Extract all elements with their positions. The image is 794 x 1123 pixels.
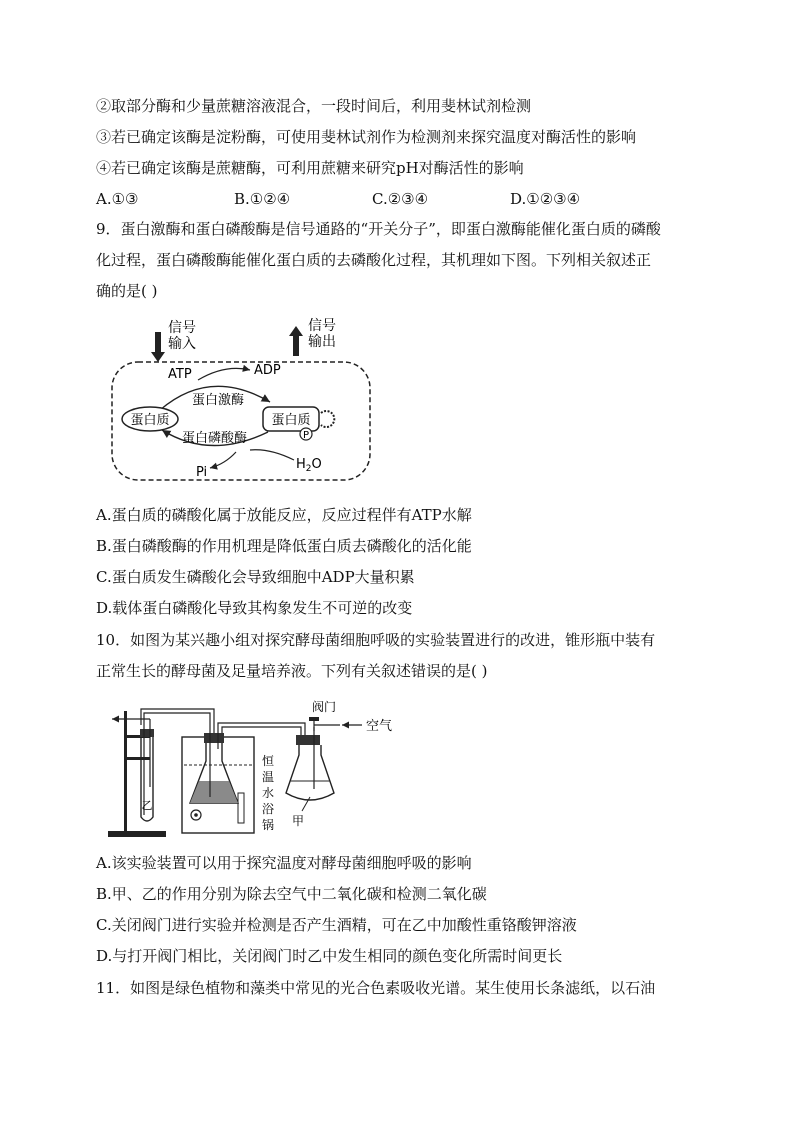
active-site-icon bbox=[321, 411, 334, 427]
q9-stem-line-2: 化过程，蛋白磷酸酶能催化蛋白质的去磷酸化过程，其机理如下图。下列相关叙述正 bbox=[96, 251, 652, 269]
q9-option-c[interactable]: C.蛋白质发生磷酸化会导致细胞中ADP大量积累 bbox=[96, 568, 415, 586]
bath-label-3: 水 bbox=[261, 786, 275, 800]
signal-output-label-1: 信号 bbox=[308, 318, 336, 334]
phosphatase-label: 蛋白磷酸酶 bbox=[182, 431, 248, 446]
q9-option-d[interactable]: D.载体蛋白磷酸化导致其构象发生不可逆的改变 bbox=[96, 599, 413, 617]
signal-output-label-2: 输出 bbox=[308, 334, 336, 350]
q9-option-b[interactable]: B.蛋白磷酸酶的作用机理是降低蛋白质去磷酸化的活化能 bbox=[96, 537, 472, 555]
bath-label-2: 温 bbox=[261, 770, 275, 784]
phosphorylated-protein-label: 蛋白质 bbox=[271, 413, 311, 428]
water-label: $H_2O$ bbox=[296, 457, 322, 474]
q10-option-b[interactable]: B.甲、乙的作用分别为除去空气中二氧化碳和检测二氧化碳 bbox=[96, 885, 487, 903]
air-label: 空气 bbox=[366, 719, 393, 734]
phosphate-label: P bbox=[302, 430, 310, 441]
q9-option-a[interactable]: A.蛋白质的磷酸化属于放能反应，反应过程伴有ATP水解 bbox=[96, 506, 472, 524]
q10-option-a[interactable]: A.该实验装置可以用于探究温度对酵母菌细胞呼吸的影响 bbox=[96, 854, 472, 872]
protein-label: 蛋白质 bbox=[130, 413, 170, 428]
adp-label: ADP bbox=[254, 363, 281, 378]
jia-label: 甲 bbox=[291, 814, 305, 828]
q10-option-d[interactable]: D.与打开阀门相比，关闭阀门时乙中发生相同的颜色变化所需时间更长 bbox=[96, 947, 563, 965]
q8-option-c[interactable]: C.②③④ bbox=[372, 190, 429, 208]
bath-label-5: 锅 bbox=[261, 818, 275, 832]
q8-option-b[interactable]: B.①②④ bbox=[234, 190, 291, 208]
q8-item-2: ②取部分酶和少量蔗糖溶液混合，一段时间后，利用斐林试剂检测 bbox=[96, 97, 532, 115]
signal-input-label-1: 信号 bbox=[168, 320, 196, 336]
q9-phosphorylation-diagram bbox=[100, 312, 390, 492]
yi-label: 乙 bbox=[141, 799, 153, 812]
q9-stem-line-1: 9．蛋白激酶和蛋白磷酸酶是信号通路的“开关分子”，即蛋白激酶能催化蛋白质的磷酸 bbox=[96, 220, 661, 238]
signal-output-arrow bbox=[289, 326, 303, 356]
q9-stem-line-3: 确的是( ) bbox=[96, 282, 158, 300]
valve-label: 阀门 bbox=[311, 700, 337, 714]
q10-stem-line-2: 正常生长的酵母菌及足量培养液。下列有关叙述错误的是( ) bbox=[96, 662, 488, 680]
bath-label-4: 浴 bbox=[261, 802, 275, 816]
q10-apparatus-diagram bbox=[100, 697, 400, 842]
signal-input-label-2: 输入 bbox=[168, 336, 196, 352]
pi-label: Pi bbox=[196, 465, 208, 480]
yeast-flask bbox=[190, 733, 238, 803]
flask-jia bbox=[286, 727, 334, 800]
iron-stand bbox=[108, 711, 166, 837]
q8-option-a[interactable]: A.①③ bbox=[96, 190, 139, 208]
q10-option-c[interactable]: C.关闭阀门进行实验并检测是否产生酒精，可在乙中加酸性重铬酸钾溶液 bbox=[96, 916, 577, 934]
q8-item-4: ④若已确定该酶是蔗糖酶，可利用蔗糖来研究pH对酶活性的影响 bbox=[96, 159, 524, 177]
kinase-label: 蛋白激酶 bbox=[192, 393, 245, 408]
q8-item-3: ③若已确定该酶是淀粉酶，可使用斐林试剂作为检测剂来探究温度对酶活性的影响 bbox=[96, 128, 637, 146]
bath-label-1: 恒 bbox=[261, 754, 275, 768]
signal-input-arrow bbox=[151, 332, 165, 362]
q11-stem-line-1: 11．如图是绿色植物和藻类中常见的光合色素吸收光谱。某生使用长条滤纸，以石油 bbox=[96, 979, 656, 997]
atp-label: ATP bbox=[168, 367, 192, 382]
q10-stem-line-1: 10．如图为某兴趣小组对探究酵母菌细胞呼吸的实验装置进行的改进，锥形瓶中装有 bbox=[96, 631, 656, 649]
valve-icon[interactable] bbox=[309, 717, 340, 731]
q8-option-d[interactable]: D.①②③④ bbox=[510, 190, 581, 208]
